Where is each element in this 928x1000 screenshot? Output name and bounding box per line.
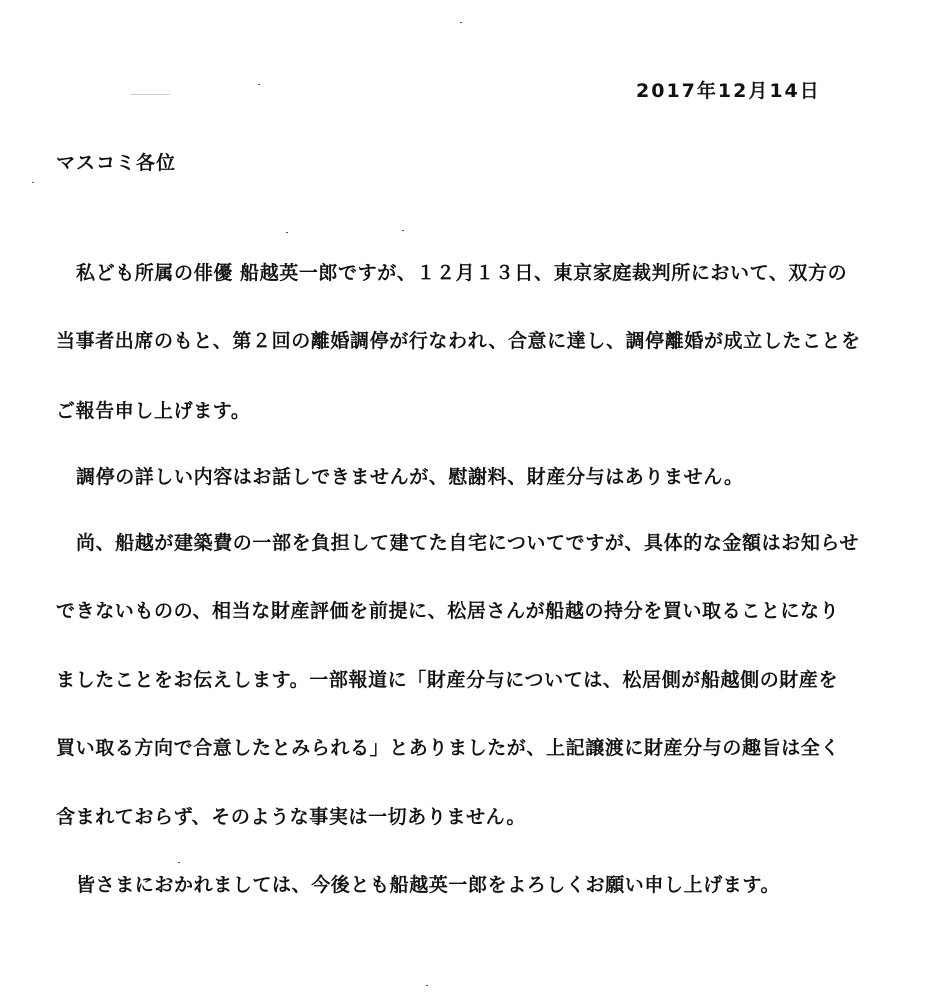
scan-speck	[130, 94, 170, 95]
paragraph-3-line-2: できないものの、相当な財産評価を前提に、松居さんが船越の持分を買い取ることになり	[56, 600, 840, 622]
paragraph-3-line-5: 含まれておらず、そのような事実は一切ありません。	[56, 806, 527, 828]
paragraph-1-line-3: ご報告申し上げます。	[56, 400, 251, 422]
scan-speck	[286, 232, 288, 233]
scan-speck	[460, 22, 462, 23]
paragraph-3-line-4: 買い取る方向で合意したとみられる」とありましたが、上記譲渡に財産分与の趣旨は全く	[56, 737, 841, 759]
addressee: マスコミ各位	[56, 152, 177, 174]
paragraph-3-line-1: 尚、船越が建築費の一部を負担して建てた自宅についてですが、具体的な金額はお知らせ	[76, 532, 860, 554]
scan-speck	[426, 985, 428, 986]
paragraph-3-line-3: ましたことをお伝えします。一部報道に「財産分与については、松居側が船越側の財産を	[56, 669, 839, 691]
paragraph-2-line-1: 調停の詳しい内容はお話しできませんが、慰謝料、財産分与はありません。	[76, 466, 744, 488]
scan-speck	[402, 230, 404, 231]
scan-speck	[178, 862, 180, 863]
scan-speck	[258, 84, 260, 85]
paragraph-1-line-2: 当事者出席のもと、第２回の離婚調停が行なわれ、合意に達し、調停離婚が成立したことを	[56, 330, 861, 352]
paragraph-4-line-1: 皆さまにおかれましては、今後とも船越英一郎をよろしくお願い申し上げます。	[76, 874, 781, 896]
document-date: 2017年12月14日	[636, 80, 821, 102]
scan-speck	[32, 182, 34, 183]
paragraph-1-line-1: 私ども所属の俳優 船越英一郎ですが、１２月１３日、東京家庭裁判所において、双方の	[76, 262, 848, 284]
